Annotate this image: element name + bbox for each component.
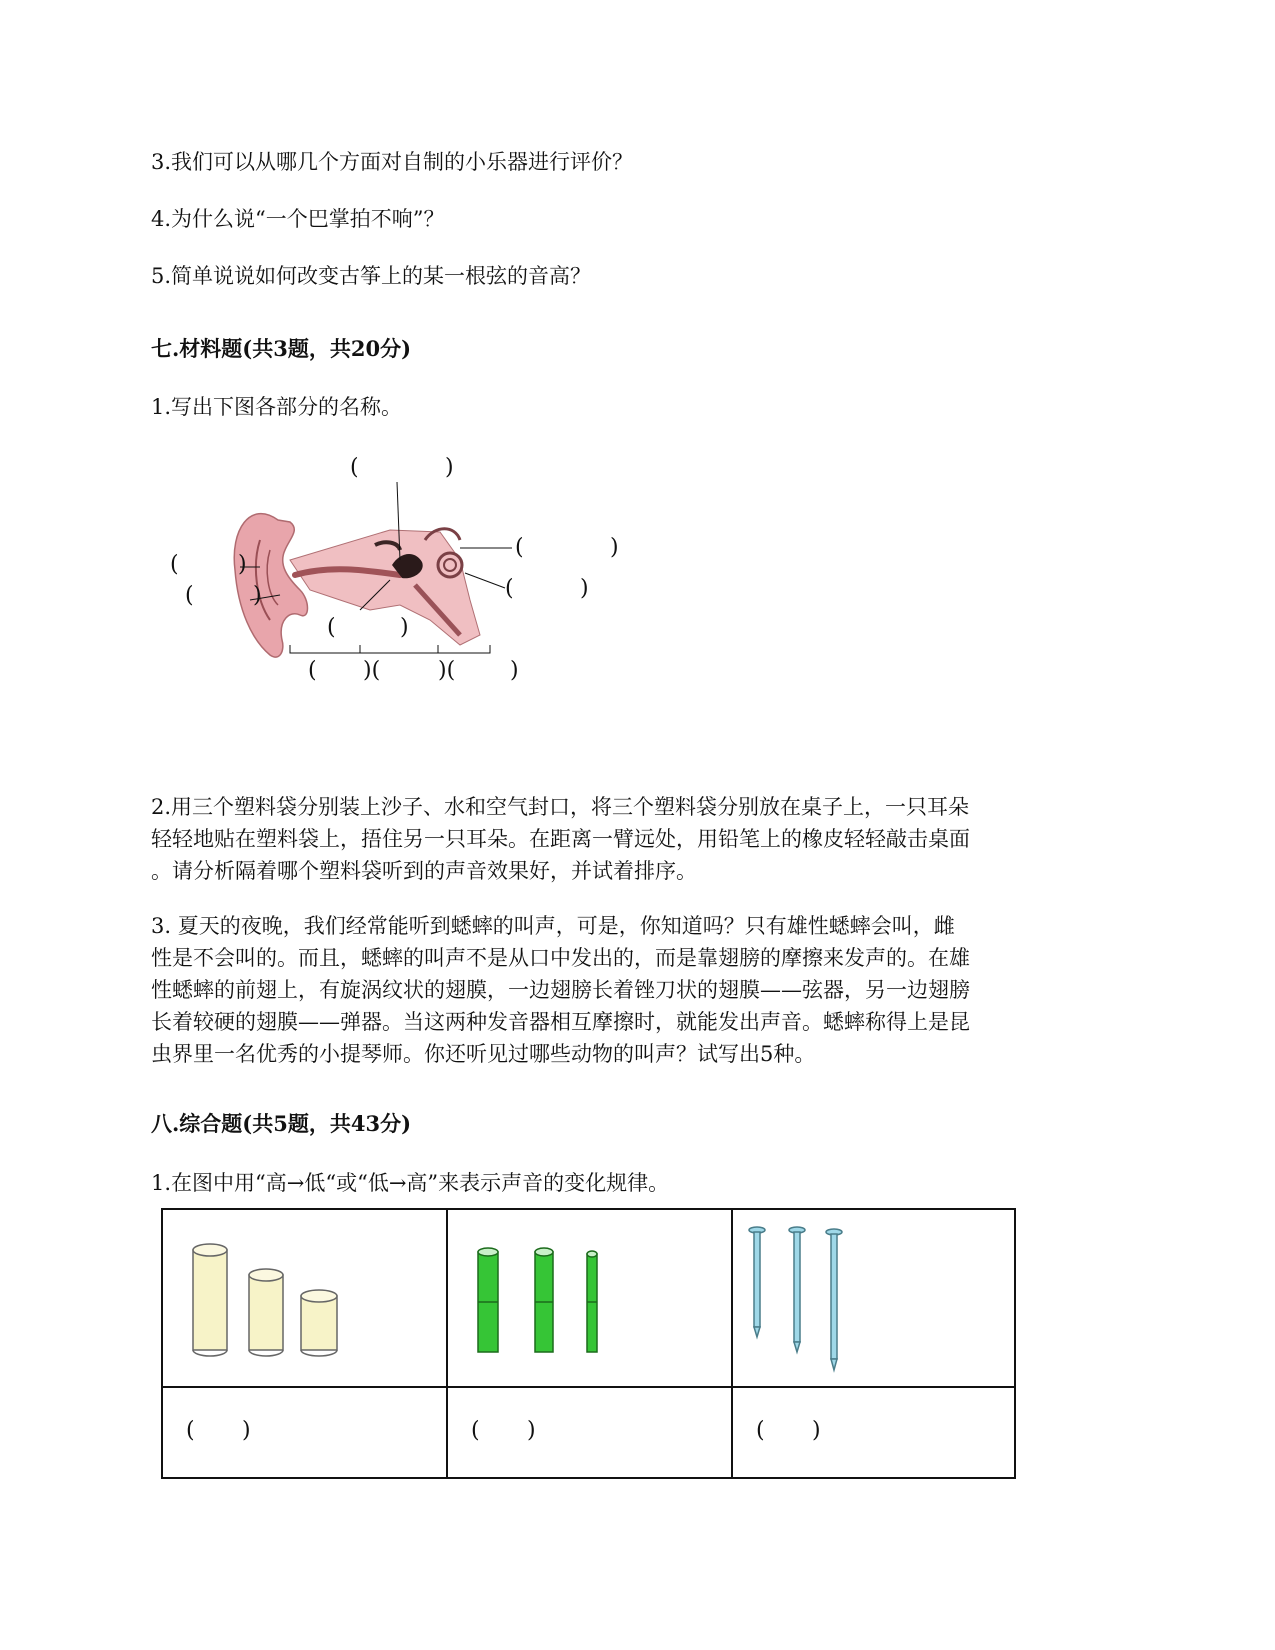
ear-label-right1-open: ( [515, 535, 524, 560]
q3-line-4: 长着较硬的翅膜——弹器。当这两种发音器相互摩擦时，就能发出声音。蟋蟀称得上是昆 [151, 1010, 970, 1034]
bamboo-tubes-drawing [448, 1210, 733, 1386]
q3-line-3: 性蟋蟀的前翅上，有旋涡纹状的翅膜，一边翅膀长着锉刀状的翅膜——弦器，另一边翅膀 [151, 978, 970, 1002]
cylinder-short [301, 1290, 337, 1356]
nail-short [749, 1227, 765, 1337]
ear-label-bottom-open: ( [308, 658, 317, 683]
q2-line-2: 轻轻地贴在塑料袋上，捂住另一只耳朵。在距离一臂远处，用铅笔上的橡皮轻轻敲击桌面 [151, 827, 970, 851]
q3-line-2: 性是不会叫的。而且，蟋蟀的叫声不是从口中发出的，而是靠翅膀的摩擦来发声的。在雄 [151, 946, 970, 970]
question-4: 4.为什么说“一个巴掌拍不响”？ [151, 207, 445, 231]
ear-label-bottom-join2: )( [438, 658, 456, 683]
cylinder-tall [193, 1244, 227, 1356]
ear-label-left2-close: ) [253, 583, 262, 608]
question-3: 3.我们可以从哪几个方面对自制的小乐器进行评价？ [151, 150, 634, 174]
ear-label-right2-open: ( [505, 576, 514, 601]
answer-cell-3[interactable] [731, 1386, 1016, 1479]
ear-label-right1-close: ) [610, 535, 619, 560]
ear-label-right2-close: ) [580, 576, 589, 601]
q3-line-5: 虫界里一名优秀的小提琴师。你还听见过哪些动物的叫声？试写出5种。 [151, 1042, 816, 1066]
ear-label-mid-open: ( [327, 615, 336, 640]
answer-blank-1: ( ) [186, 1418, 251, 1443]
ear-label-left1-open: ( [170, 552, 179, 577]
question-5: 5.简单说说如何改变古筝上的某一根弦的音高？ [151, 264, 592, 288]
ear-label-bottom-join1: )( [363, 658, 381, 683]
section-7-question-3 [151, 910, 1126, 1070]
section-8-question-1: 1.在图中用“高→低“或“低→高”来表示声音的变化规律。 [151, 1171, 670, 1195]
nail-medium [789, 1227, 805, 1352]
section-7-question-1: 1.写出下图各部分的名称。 [151, 395, 403, 419]
ear-label-mid-close: ) [400, 615, 409, 640]
ear-label-left1-close: ) [238, 552, 247, 577]
section-7-heading: 七.材料题(共3题，共20分) [151, 336, 412, 361]
cylinder-medium [249, 1269, 283, 1356]
cylinders-drawing [163, 1210, 448, 1386]
ear-label-top-close: ) [445, 455, 454, 480]
answer-blank-2: ( ) [471, 1418, 536, 1443]
nails-drawing [733, 1210, 1016, 1386]
cell-cylinders [161, 1208, 448, 1388]
image-row [161, 1208, 1016, 1388]
nail-long [826, 1229, 842, 1370]
q2-line-1: 2.用三个塑料袋分别装上沙子、水和空气封口，将三个塑料袋分别放在桌子上，一只耳朵 [151, 795, 970, 819]
answer-blank-3: ( ) [756, 1418, 821, 1443]
bamboo-medium [535, 1248, 553, 1352]
bamboo-thin [587, 1251, 597, 1352]
answer-row [161, 1386, 1016, 1479]
sound-pattern-table [161, 1208, 1016, 1479]
answer-cell-2[interactable] [446, 1386, 733, 1479]
ear-diagram [160, 455, 660, 730]
answer-cell-1[interactable] [161, 1386, 448, 1479]
q3-line-1: 3. 夏天的夜晚，我们经常能听到蟋蟀的叫声，可是，你知道吗？只有雄性蟋蟀会叫，雌 [151, 914, 955, 938]
ear-label-top-open: ( [350, 455, 359, 480]
bamboo-tall [478, 1248, 498, 1352]
ear-label-left2-open: ( [185, 583, 194, 608]
cell-nails [731, 1208, 1016, 1388]
section-8-heading: 八.综合题(共5题，共43分) [151, 1111, 412, 1136]
section-7-question-2 [151, 791, 1126, 887]
ear-label-bottom-close: ) [510, 658, 519, 683]
q2-line-3: 。请分析隔着哪个塑料袋听到的声音效果好，并试着排序。 [151, 859, 697, 883]
cell-bamboo-tubes [446, 1208, 733, 1388]
